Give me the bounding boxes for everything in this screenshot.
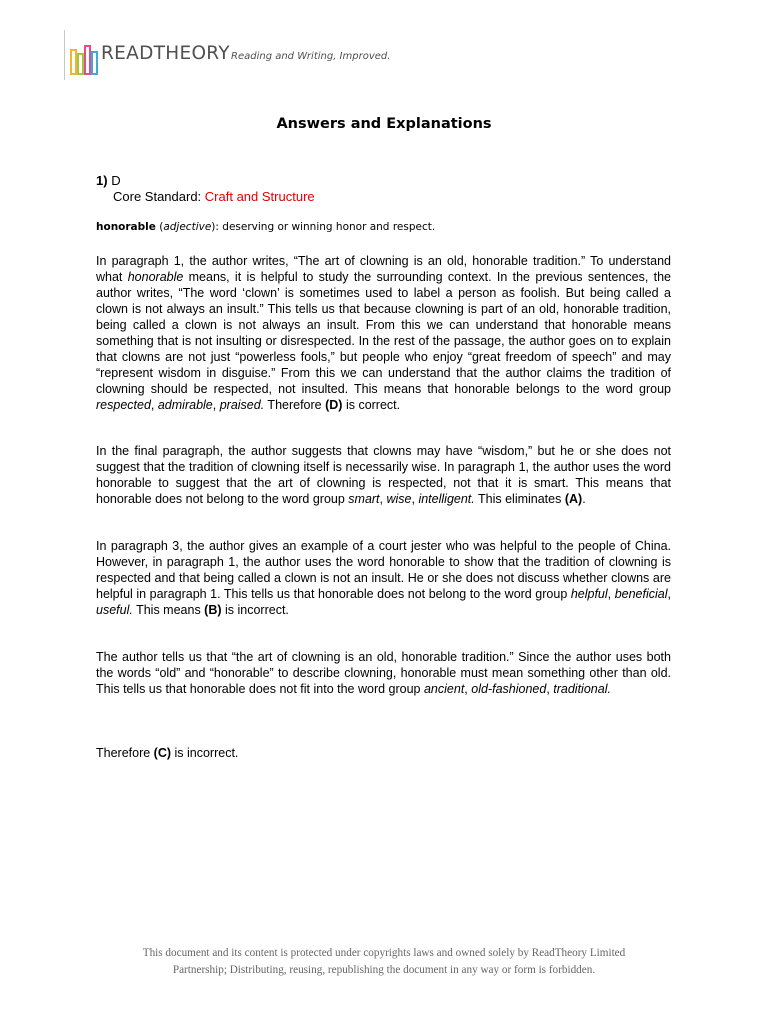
emphasized-text: smart <box>348 492 380 506</box>
logo-bar-3 <box>85 46 90 74</box>
text-run: This means <box>132 603 205 617</box>
emphasized-text: respected <box>96 398 151 412</box>
brand-tagline: Reading and Writing, Improved. <box>231 51 391 62</box>
text-run: , <box>464 682 472 696</box>
logo-bar-4 <box>92 52 97 74</box>
text-run: . <box>582 492 586 506</box>
definition-part-of-speech: adjective <box>163 221 212 233</box>
definition-term: honorable <box>96 221 156 233</box>
text-run: , <box>607 587 615 601</box>
text-run: In paragraph 1, the author writes, “The art of clowning is an old, honorable tradition.” To understand what <box>96 254 671 284</box>
explanation-paragraph <box>96 649 671 697</box>
explanation-paragraph <box>96 443 671 507</box>
text-run: The author tells us that “the art of clowning is an old, honorable tradition.” Since the author uses both the words “old” and “honorable” to describe clowning, honorable must mean something other than old. This tells us that honorable does not fit into the word group <box>96 650 671 696</box>
text-run: In paragraph 3, the author gives an example of a court jester who was helpful to the people of China. However, in paragraph 1, the author uses the word honorable to show that the tradition of clowning is respected and that being called a clown is not an insult. He or she does not discuss whether clowns are helpful in paragraph 1. This tells us that honorable does not belong to the word group <box>96 539 671 601</box>
definition-text: deserving or winning honor and respect. <box>222 221 436 233</box>
emphasized-text: wise <box>386 492 412 506</box>
text-run: , <box>379 492 387 506</box>
text-run: , <box>667 587 672 601</box>
answer-choice: (B) <box>204 603 222 617</box>
text-run: is correct. <box>342 398 401 412</box>
text-run: is incorrect. <box>171 746 239 760</box>
word-definition: honorable (adjective): deserving or winning honor and respect. <box>96 221 436 233</box>
explanation-paragraph <box>96 253 671 413</box>
emphasized-text: traditional. <box>553 682 611 696</box>
core-standard-label: Core Standard: <box>113 189 202 204</box>
page-title: Answers and Explanations <box>276 116 492 132</box>
text-run: Therefore <box>264 398 326 412</box>
emphasized-text: helpful <box>570 587 608 601</box>
footer-line-1: This document and its content is protected under copyrights laws and owned solely by ReadTheory Limited <box>142 947 626 959</box>
emphasized-text: old-fashioned <box>471 682 547 696</box>
question-answer-line <box>96 173 121 188</box>
text-run: , <box>411 492 419 506</box>
logo-bar-2 <box>78 54 83 74</box>
logo-bar-1 <box>71 50 76 74</box>
text-run: This eliminates <box>474 492 565 506</box>
text-run: Therefore <box>96 746 154 760</box>
emphasized-text: honorable <box>127 270 184 284</box>
readtheory-logo-icon <box>70 42 98 82</box>
question-answer: D <box>111 173 121 188</box>
answer-choice: (A) <box>564 492 583 506</box>
text-run: , <box>150 398 158 412</box>
question-number: 1) <box>96 173 108 188</box>
answer-choice: (C) <box>153 746 172 760</box>
emphasized-text: admirable <box>157 398 213 412</box>
emphasized-text: useful. <box>96 603 133 617</box>
text-run: , <box>546 682 554 696</box>
core-standard-value: Craft and Structure <box>204 189 315 204</box>
emphasized-text: beneficial <box>614 587 668 601</box>
copyright-footer <box>0 945 768 979</box>
text-run: is incorrect. <box>221 603 289 617</box>
emphasized-text: praised. <box>219 398 265 412</box>
answer-choice: (D) <box>325 398 343 412</box>
header-divider <box>64 30 65 80</box>
brand-name: READTHEORY <box>101 43 230 64</box>
emphasized-text: ancient <box>423 682 465 696</box>
text-run: means, it is helpful to study the surrounding context. In the previous sentences, the author writes, “The word ‘clown’ is sometimes used to label a person as foolish. But being called a clown is not always an insult.” This tells us that because clowning is part of an old, honorable tradition, being called a clown is not always an insult. From this we can understand that honorable means something that is not insulting or disrespected. In the rest of the passage, the author goes on to explain that clowns are not just “powerless fools,” but people who enjoy “great freedom of speech” and may “represent wisdom in disguise.” From this we can understand that the author claims the tradition of clowning should be respected, not insulted. This means that honorable belongs to the word group <box>96 270 671 396</box>
text-run: , <box>212 398 220 412</box>
core-standard-line <box>113 189 315 204</box>
footer-line-2: Partnership; Distributing, reusing, republishing the document in any way or form is forbidden. <box>172 964 596 976</box>
explanation-paragraph <box>96 745 671 761</box>
explanation-paragraph <box>96 538 671 618</box>
text-run: In the final paragraph, the author suggests that clowns may have “wisdom,” but he or she does not suggest that the tradition of clowning itself is necessarily wise. In paragraph 1, the author uses the word honorable to suggest that the art of clowning is respected, not that it is smart. This means that honorable does not belong to the word group <box>96 444 671 506</box>
emphasized-text: intelligent. <box>418 492 475 506</box>
